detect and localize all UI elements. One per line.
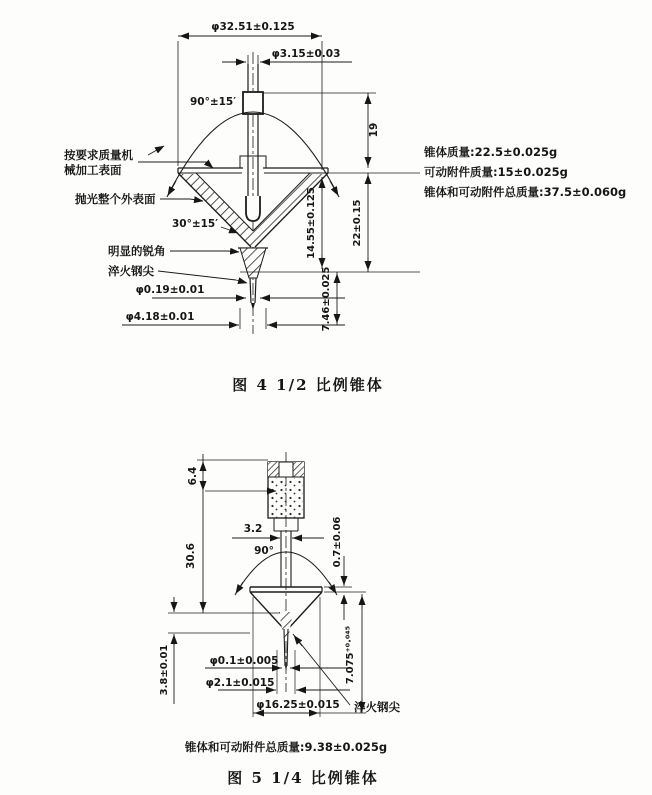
fig4-dim-needle-dia-label: φ0.19±0.01 [135,284,205,296]
fig5-dim-rim [324,556,366,620]
fig4-label-polish: 抛光整个外表面 [75,192,156,206]
fig4-note-total-mass: 锥体和可动附件总质量:37.5±0.060g [424,185,627,199]
fig4-dim-746-label: 7.46±0.025 [321,266,332,332]
fig5-dim-7075-label: 7.075⁺⁰·⁰⁴⁵ [345,625,356,685]
figure4-mass-notes [423,145,626,199]
figure5-mass-note: 锥体和可动附件总质量:9.38±0.025g [184,740,388,754]
fig5-dim-306-label: 30.6 [185,543,197,569]
fig5-dim-7075 [320,594,366,713]
fig5-dim-32-label: 3.2 [243,523,263,535]
fig5-dim-tip-base-dia-label: φ2.1±0.015 [205,677,275,689]
figure5-drawing [159,452,400,717]
fig5-dim-base-dia-label: φ16.25±0.015 [256,699,340,711]
fig5-tip-leader [293,634,350,705]
fig4-dim-cone-angle-label: 90°±15′ [189,96,237,108]
fig4-note-attachment-mass: 可动附件质量:15±0.025g [424,165,568,179]
fig5-dim-64-306 [197,454,276,613]
fig4-dim-rod-dia-label: φ3.15±0.03 [271,48,341,60]
fig5-label-hardened-tip: 淬火钢尖 [354,700,400,714]
fig5-dim-64-label: 6.4 [187,466,199,486]
fig4-note-cone-mass: 锥体质量:22.5±0.025g [424,145,558,159]
fig4-dim-19-label: 19 [368,122,380,138]
fig4-label-sharp-edge: 明显的锐角 [108,244,166,258]
figure4-drawing [64,21,420,334]
fig5-reference-planes [168,613,280,633]
fig4-dim-tip-angle-label: 30°±15′ [171,218,219,230]
fig4-dim-tip-base-dia-label: φ4.18±0.01 [125,311,195,323]
fig5-dim-38-label: 3.8±0.01 [159,644,170,696]
fig4-label-hardened-tip: 淬火钢尖 [108,264,154,278]
fig4-dim-top-dia-label: φ32.51±0.125 [211,21,295,33]
fig4-label-machined-line1: 按要求质量机 [64,148,133,162]
fig5-dim-needle-dia-label: φ0.1±0.005 [209,655,279,667]
fig4-dim-22-label: 22±0.15 [352,199,363,247]
fig4-dim-1455-label: 14.55±0.125 [306,187,317,259]
fig5-dim-rim-label: 0.7±0.06 [332,516,343,568]
figure4-caption: 图 4 1/2 比例锥体 [232,376,384,394]
fig4-reference-planes [240,93,420,272]
figure5-caption: 图 5 1/4 比例锥体 [227,769,379,787]
fig4-label-machined-line2: 械加工表面 [64,163,122,177]
fig5-dim-angle-label: 90° [254,545,274,557]
